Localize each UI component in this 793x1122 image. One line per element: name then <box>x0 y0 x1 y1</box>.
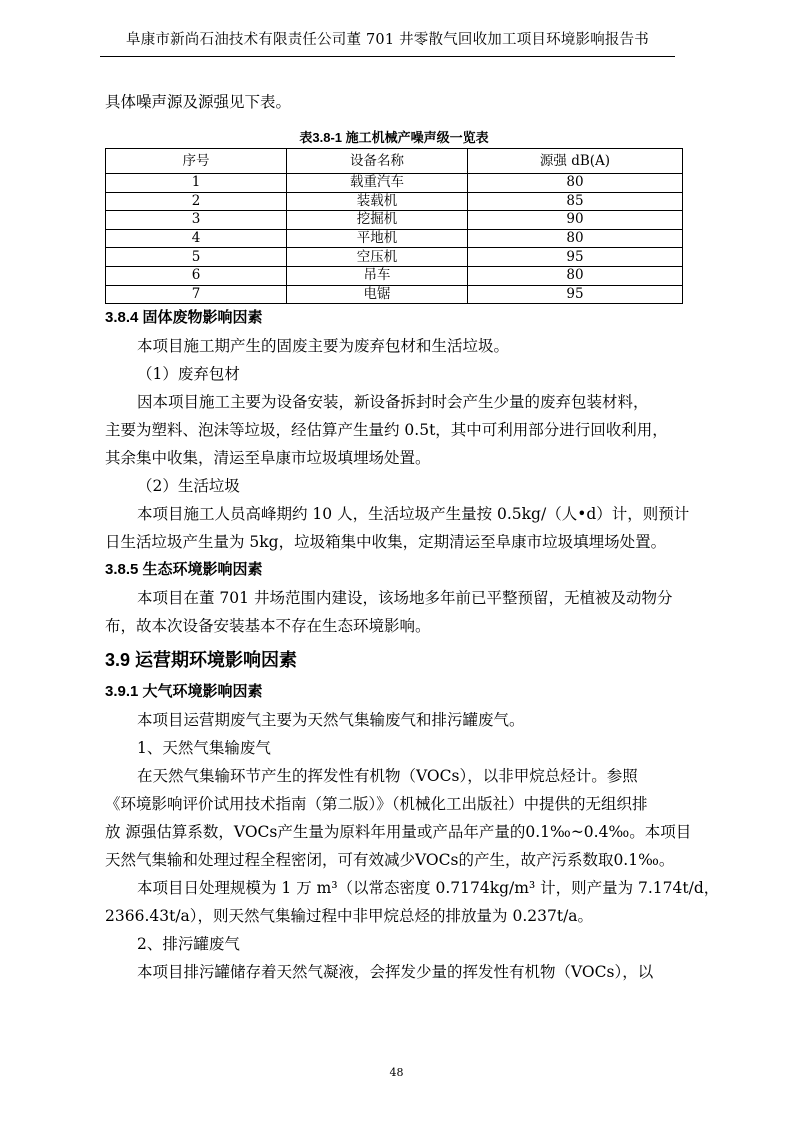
section-heading-3-9: 3.9 运营期环境影响因素 <box>105 650 298 671</box>
table-row <box>106 174 683 193</box>
section-heading-3-8-5: 3.8.5 生态环境影响因素 <box>105 561 263 579</box>
page-content <box>105 88 720 986</box>
table-cell: 平地机 <box>287 229 468 248</box>
table-cell: 80 <box>468 266 683 285</box>
table-cell: 电锯 <box>287 285 468 304</box>
table-cell: 空压机 <box>287 248 468 267</box>
table-header-row <box>106 149 683 174</box>
column-header: 源强 dB(A) <box>468 149 683 174</box>
table-cell: 3 <box>106 211 287 230</box>
table-row <box>106 248 683 267</box>
subheading: （2）生活垃圾 <box>137 477 240 496</box>
paragraph: 本项目在董 701 井场范围内建设，该场地多年前已平整预留，无植被及动物分 <box>137 589 673 608</box>
subheading: 2、排污罐废气 <box>137 935 240 954</box>
table-cell: 装载机 <box>287 192 468 211</box>
table-caption: 表3.8-1 施工机械产噪声级一览表 <box>299 130 489 145</box>
table-cell: 7 <box>106 285 287 304</box>
paragraph: 放 源强估算系数，VOCs产生量为原料年用量或产品年产量的0.1‰~0.4‰。本项目 <box>105 823 692 842</box>
paragraph: 其余集中收集，清运至阜康市垃圾填埋场处置。 <box>105 449 431 468</box>
paragraph: 本项目运营期废气主要为天然气集输废气和排污罐废气。 <box>137 711 525 730</box>
paragraph: 2366.43t/a），则天然气集输过程中非甲烷总烃的排放量为 0.237t/a。 <box>105 907 594 926</box>
section-heading-3-8-4: 3.8.4 固体废物影响因素 <box>105 309 263 327</box>
subheading: （1）废弃包材 <box>137 365 240 384</box>
table-cell: 95 <box>468 248 683 267</box>
table-cell: 90 <box>468 211 683 230</box>
table-cell: 4 <box>106 229 287 248</box>
section-heading-3-9-1: 3.9.1 大气环境影响因素 <box>105 683 263 701</box>
page-number: 48 <box>389 1066 404 1079</box>
table-cell: 1 <box>106 174 287 193</box>
paragraph: 在天然气集输环节产生的挥发性有机物（VOCs），以非甲烷总烃计。参照 <box>137 767 638 786</box>
column-header: 序号 <box>106 149 287 174</box>
page-header: 阜康市新尚石油技术有限责任公司董 701 井零散气回收加工项目环境影响报告书 <box>100 30 675 57</box>
paragraph: 日生活垃圾产生量为 5kg，垃圾箱集中收集，定期清运至阜康市垃圾填埋场处置。 <box>105 533 667 552</box>
table-cell: 85 <box>468 192 683 211</box>
table-cell: 吊车 <box>287 266 468 285</box>
paragraph: 布，故本次设备安装基本不存在生态环境影响。 <box>105 617 431 636</box>
table-row <box>106 285 683 304</box>
table-cell: 80 <box>468 229 683 248</box>
paragraph: 《环境影响评价试用技术指南（第二版）》（机械化工出版社）中提供的无组织排 <box>105 795 648 814</box>
paragraph: 本项目排污罐储存着天然气凝液，会挥发少量的挥发性有机物（VOCs），以 <box>137 963 654 982</box>
table-cell: 80 <box>468 174 683 193</box>
table-row <box>106 229 683 248</box>
intro-text: 具体噪声源及源强见下表。 <box>105 93 292 111</box>
subheading: 1、天然气集输废气 <box>137 739 271 758</box>
table-cell: 挖掘机 <box>287 211 468 230</box>
paragraph: 本项目施工人员高峰期约 10 人，生活垃圾产生量按 0.5kg/（人•d）计，则预计 <box>137 505 690 524</box>
table-row <box>106 192 683 211</box>
table-row <box>106 266 683 285</box>
table-cell: 95 <box>468 285 683 304</box>
table-cell: 5 <box>106 248 287 267</box>
noise-table <box>105 148 683 304</box>
paragraph: 因本项目施工主要为设备安装，新设备拆封时会产生少量的废弃包装材料， <box>137 393 649 412</box>
table-cell: 2 <box>106 192 287 211</box>
paragraph: 主要为塑料、泡沫等垃圾，经估算产生量约 0.5t，其中可利用部分进行回收利用， <box>105 421 668 440</box>
table-cell: 载重汽车 <box>287 174 468 193</box>
paragraph: 天然气集输和处理过程全程密闭，可有效减少VOCs的产生，故产污系数取0.1‰。 <box>105 851 675 870</box>
column-header: 设备名称 <box>287 149 468 174</box>
table-row <box>106 211 683 230</box>
paragraph: 本项目日处理规模为 1 万 m³（以常态密度 0.7174kg/m³ 计，则产量为 7.174t/d， <box>137 879 720 898</box>
paragraph: 本项目施工期产生的固废主要为废弃包材和生活垃圾。 <box>137 337 510 356</box>
table-cell: 6 <box>106 266 287 285</box>
